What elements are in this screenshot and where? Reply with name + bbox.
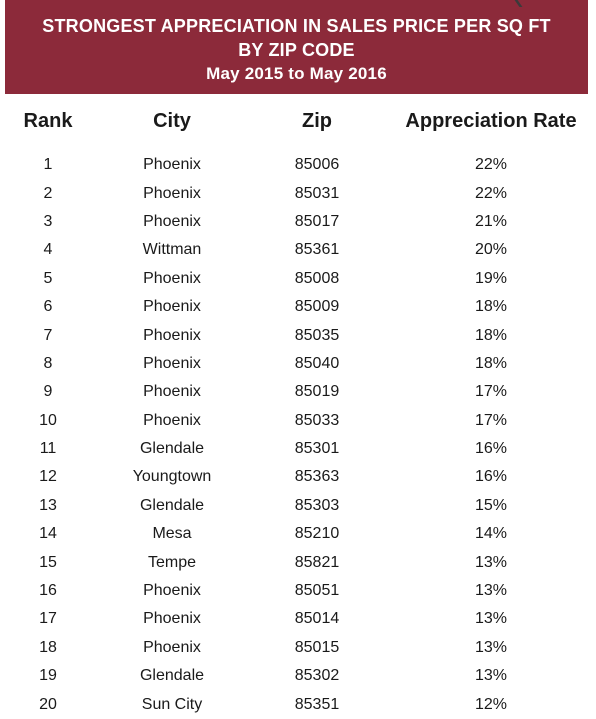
title-banner	[5, 0, 588, 94]
header-spacer	[0, 138, 596, 151]
rank-cell: 5	[43, 269, 53, 287]
table-row	[0, 435, 596, 463]
city-cell: Phoenix	[143, 184, 201, 202]
rank-cell: 6	[43, 298, 53, 316]
rate-cell: 15%	[474, 496, 508, 514]
appreciation-table	[0, 104, 596, 719]
zip-cell: 85363	[294, 468, 340, 486]
title-date-range: May 2015 to May 2016	[206, 64, 387, 83]
rate-cell: 13%	[474, 582, 508, 600]
rate-cell: 20%	[474, 241, 508, 259]
city-cell: Youngtown	[132, 468, 212, 486]
zip-cell: 85019	[294, 383, 340, 401]
rank-cell: 14	[39, 525, 57, 543]
zip-cell: 85040	[294, 354, 340, 372]
zip-cell: 85351	[294, 695, 340, 713]
rank-cell: 11	[39, 440, 57, 458]
city-cell: Phoenix	[143, 610, 201, 628]
rank-cell: 13	[39, 496, 57, 514]
table-row	[0, 236, 596, 264]
rank-cell: 17	[39, 610, 57, 628]
rate-cell: 13%	[474, 638, 508, 656]
col-header-zip: Zip	[302, 109, 332, 132]
table-row	[0, 350, 596, 378]
zip-cell: 85303	[294, 496, 340, 514]
city-cell: Mesa	[152, 525, 192, 543]
rate-cell: 16%	[474, 440, 508, 458]
col-header-rank: Rank	[23, 109, 73, 132]
city-cell: Tempe	[147, 553, 197, 571]
city-cell: Phoenix	[143, 383, 201, 401]
rank-cell: 15	[39, 553, 57, 571]
table-row	[0, 577, 596, 605]
city-cell: Glendale	[139, 667, 205, 685]
zip-cell: 85035	[294, 326, 340, 344]
col-header-city: City	[153, 109, 191, 132]
zip-cell: 85014	[294, 610, 340, 628]
rate-cell: 12%	[474, 695, 508, 713]
rate-cell: 13%	[474, 667, 508, 685]
rate-cell: 13%	[474, 553, 508, 571]
col-header-appreciation-rate: Appreciation Rate	[405, 109, 577, 132]
zip-cell: 85009	[294, 298, 340, 316]
rank-cell: 20	[39, 695, 57, 713]
zip-cell: 85210	[294, 525, 340, 543]
rank-cell: 8	[43, 354, 53, 372]
city-cell: Phoenix	[143, 638, 201, 656]
zip-cell: 85008	[294, 269, 340, 287]
rank-cell: 3	[43, 212, 53, 230]
zip-cell: 85302	[294, 667, 340, 685]
rate-cell: 22%	[474, 184, 508, 202]
title-line-1: STRONGEST APPRECIATION IN SALES PRICE PER SQ FT	[42, 16, 551, 36]
city-cell: Glendale	[139, 440, 205, 458]
table-row	[0, 520, 596, 548]
rate-cell: 18%	[474, 354, 508, 372]
city-cell: Phoenix	[143, 298, 201, 316]
city-cell: Phoenix	[143, 354, 201, 372]
rank-cell: 19	[39, 667, 57, 685]
table-row	[0, 208, 596, 236]
rate-cell: 19%	[474, 269, 508, 287]
table-row	[0, 151, 596, 179]
table-row	[0, 378, 596, 406]
city-cell: Phoenix	[143, 212, 201, 230]
table-row	[0, 407, 596, 435]
zip-cell: 85017	[294, 212, 340, 230]
zip-cell: 85821	[294, 553, 340, 571]
zip-cell: 85051	[294, 582, 340, 600]
table-row	[0, 492, 596, 520]
zip-cell: 85015	[294, 638, 340, 656]
city-cell: Sun City	[141, 695, 203, 713]
rate-cell: 21%	[474, 212, 508, 230]
rank-cell: 10	[39, 411, 57, 429]
table-header-row	[0, 104, 596, 138]
table-row	[0, 634, 596, 662]
rate-cell: 14%	[474, 525, 508, 543]
rate-cell: 22%	[474, 156, 508, 174]
rate-cell: 18%	[474, 298, 508, 316]
rank-cell: 18	[39, 638, 57, 656]
city-cell: Phoenix	[143, 156, 201, 174]
zip-cell: 85361	[294, 241, 340, 259]
city-cell: Phoenix	[143, 326, 201, 344]
table-row	[0, 548, 596, 576]
rate-cell: 17%	[474, 383, 508, 401]
table-body	[0, 138, 596, 719]
title-line-2: BY ZIP CODE	[238, 40, 355, 60]
table-row	[0, 321, 596, 349]
city-cell: Phoenix	[143, 582, 201, 600]
rate-cell: 13%	[474, 610, 508, 628]
table-row	[0, 605, 596, 633]
rate-cell: 16%	[474, 468, 508, 486]
rank-cell: 1	[43, 156, 53, 174]
table-row	[0, 179, 596, 207]
rate-cell: 18%	[474, 326, 508, 344]
table-row	[0, 265, 596, 293]
city-cell: Wittman	[142, 241, 202, 259]
table-row	[0, 463, 596, 491]
zip-cell: 85301	[294, 440, 340, 458]
zip-cell: 85031	[294, 184, 340, 202]
zip-cell: 85006	[294, 156, 340, 174]
city-cell: Phoenix	[143, 411, 201, 429]
rank-cell: 7	[43, 326, 53, 344]
city-cell: Glendale	[139, 496, 205, 514]
rank-cell: 16	[39, 582, 57, 600]
rate-cell: 17%	[474, 411, 508, 429]
rank-cell: 9	[43, 383, 53, 401]
rank-cell: 12	[39, 468, 57, 486]
table-row	[0, 662, 596, 690]
rank-cell: 2	[43, 184, 53, 202]
city-cell: Phoenix	[143, 269, 201, 287]
zip-cell: 85033	[294, 411, 340, 429]
table-row	[0, 293, 596, 321]
rank-cell: 4	[43, 241, 53, 259]
